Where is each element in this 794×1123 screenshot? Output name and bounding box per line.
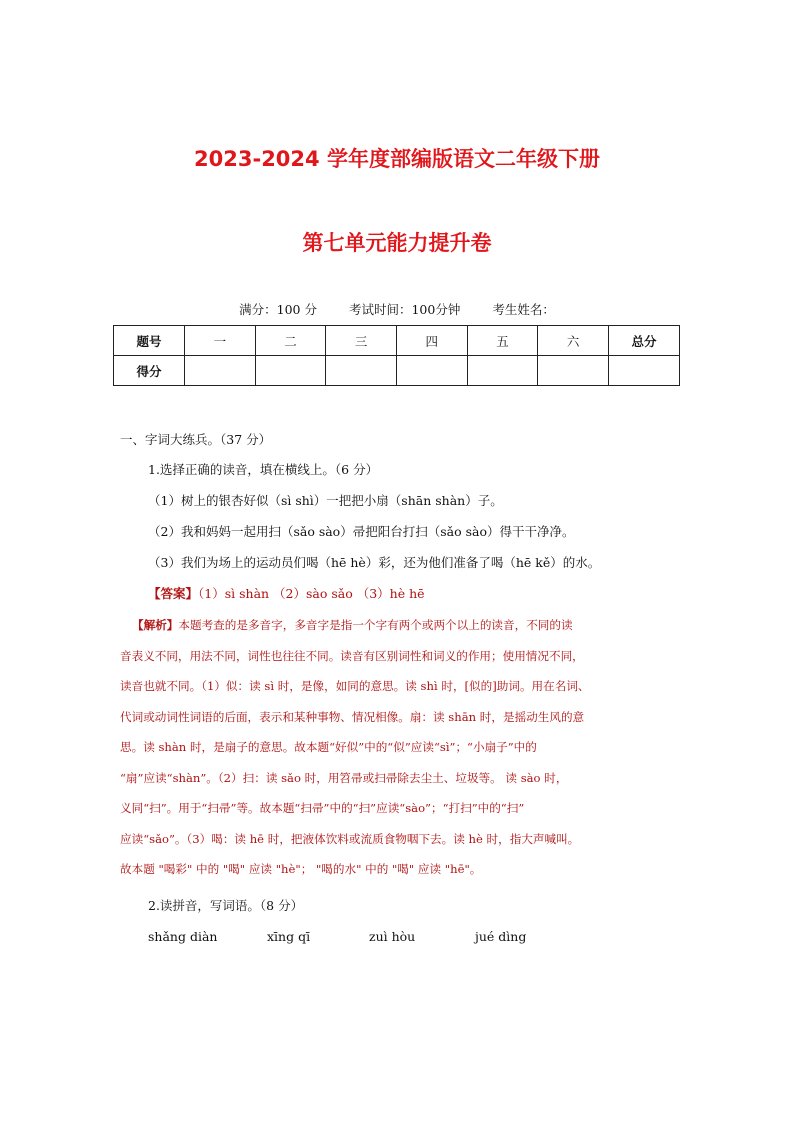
- section-title: 一、字词大练兵。（37 分）: [120, 432, 272, 447]
- score-label-cell: 得分: [114, 356, 185, 386]
- exam-info: [0, 300, 794, 318]
- explanation-line: 读音也就不同。（1）似：读 sì 时，是像，如同的意思。读 shì 时，[似的]助词。用在名词、: [120, 679, 590, 693]
- column-cell: 一: [185, 326, 256, 356]
- score-input-cell[interactable]: [255, 356, 326, 386]
- explanation-line: 应读“sǎo”。（3）喝：读 hē 时，把液体饮料或流质食物咽下去。读 hè 时，指大声喊叫。: [120, 831, 580, 846]
- answer-text: （1）sì shàn （2）sào sǎo （3）hè hē: [198, 586, 425, 601]
- column-cell: 六: [538, 326, 609, 356]
- document-subtitle: 第七单元能力提升卷: [302, 231, 492, 255]
- question-prompt: 1.选择正确的读音，填在横线上。（6 分）: [148, 462, 379, 477]
- explanation-line: 代词或动词性词语的后面，表示和某种事物、情况相像。扇：读 shān 时，是摇动生风的意: [120, 709, 585, 724]
- column-cell: 四: [396, 326, 467, 356]
- explanation-line: [120, 610, 686, 641]
- score-table: [113, 325, 680, 386]
- score-table-header-row: [114, 326, 680, 356]
- question-item: （2）我和妈妈一起用扫（sǎo sào）帚把阳台打扫（sǎo sào）得干干净净。: [148, 524, 575, 539]
- full-marks: 满分：100 分: [239, 302, 317, 317]
- question-item: （3）我们为场上的运动员们喝（hē hè）彩，还为他们准备了喝（hē kě）的水。: [148, 555, 601, 570]
- explanation-line: “扇”应读“shàn”。（2）扫：读 sǎo 时，用笤帚或扫帚除去尘土、垃圾等。 读 sào 时，: [120, 770, 568, 785]
- score-input-cell[interactable]: [326, 356, 397, 386]
- explanation-line: 义同“扫”。用于“扫帚”等。故本题“扫帚”中的“扫”应读“sào”；“打扫”中的“扫”: [120, 801, 525, 815]
- column-cell: 五: [467, 326, 538, 356]
- score-input-cell[interactable]: [609, 356, 680, 386]
- explanation-tag: 【解析】: [132, 618, 179, 632]
- explanation: [120, 610, 686, 885]
- explanation-line: 故本题 "喝彩" 中的 "喝" 应读 "hè"； "喝的水" 中的 "喝" 应读 "hē"。: [120, 862, 482, 876]
- pinyin-row: [148, 929, 526, 944]
- question-item: （1）树上的银杏好似（sì shì）一把把小扇（shān shàn）子。: [148, 493, 503, 508]
- score-input-cell[interactable]: [185, 356, 256, 386]
- document-title: 2023-2024 学年度部编版语文二年级下册: [194, 147, 600, 171]
- header-label-cell: 题号: [114, 326, 185, 356]
- score-table-score-row: [114, 356, 680, 386]
- explanation-line: 思。读 shàn 时，是扇子的意思。故本题“好似”中的“似”应读“sì”；“小扇子”中的: [120, 740, 537, 754]
- pinyin-word: xīng qī: [267, 929, 311, 944]
- pinyin-word: shǎng diàn: [148, 929, 218, 944]
- explanation-text: 本题考查的是多音字，多音字是指一个字有两个或两个以上的读音，不同的读: [178, 618, 573, 632]
- student-name: 考生姓名：: [492, 302, 555, 317]
- pinyin-word: zuì hòu: [369, 929, 416, 944]
- explanation-line: 音表义不同，用法不同，词性也往往不同。读音有区别词性和词义的作用；使用情况不同，: [120, 648, 584, 663]
- exam-time: 考试时间：100分钟: [348, 302, 461, 317]
- score-input-cell[interactable]: [538, 356, 609, 386]
- column-cell: 总分: [609, 326, 680, 356]
- column-cell: 三: [326, 326, 397, 356]
- pinyin-word: jué dìng: [475, 929, 527, 944]
- score-input-cell[interactable]: [467, 356, 538, 386]
- column-cell: 二: [255, 326, 326, 356]
- answer-tag: 【答案】: [148, 586, 199, 601]
- answer-line: [148, 584, 425, 602]
- score-input-cell[interactable]: [396, 356, 467, 386]
- question-prompt: 2.读拼音，写词语。（8 分）: [148, 898, 304, 913]
